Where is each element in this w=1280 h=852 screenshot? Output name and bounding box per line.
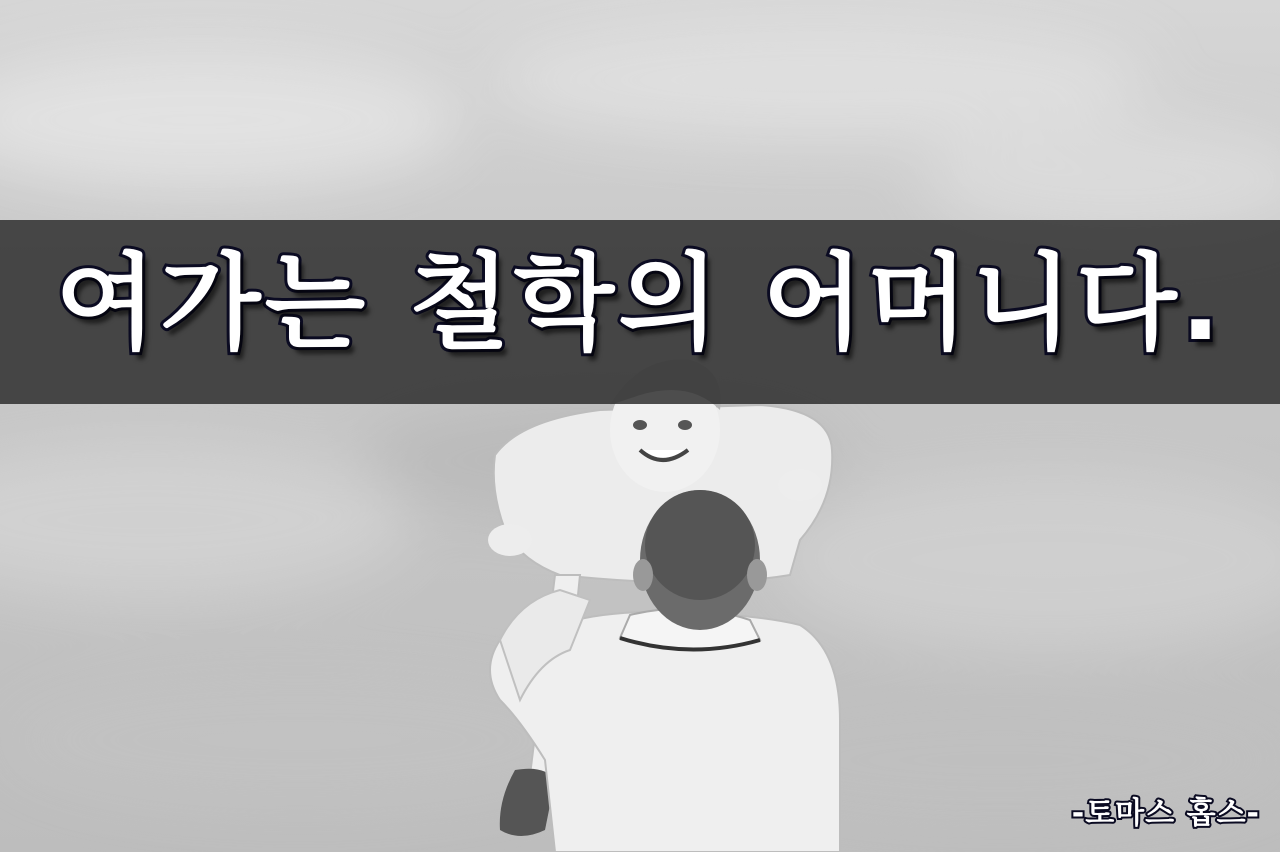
- quote-text: 여가는 철학의 어머니다.: [55, 242, 1225, 364]
- author-attribution: -토마스 홉스-: [1071, 796, 1260, 831]
